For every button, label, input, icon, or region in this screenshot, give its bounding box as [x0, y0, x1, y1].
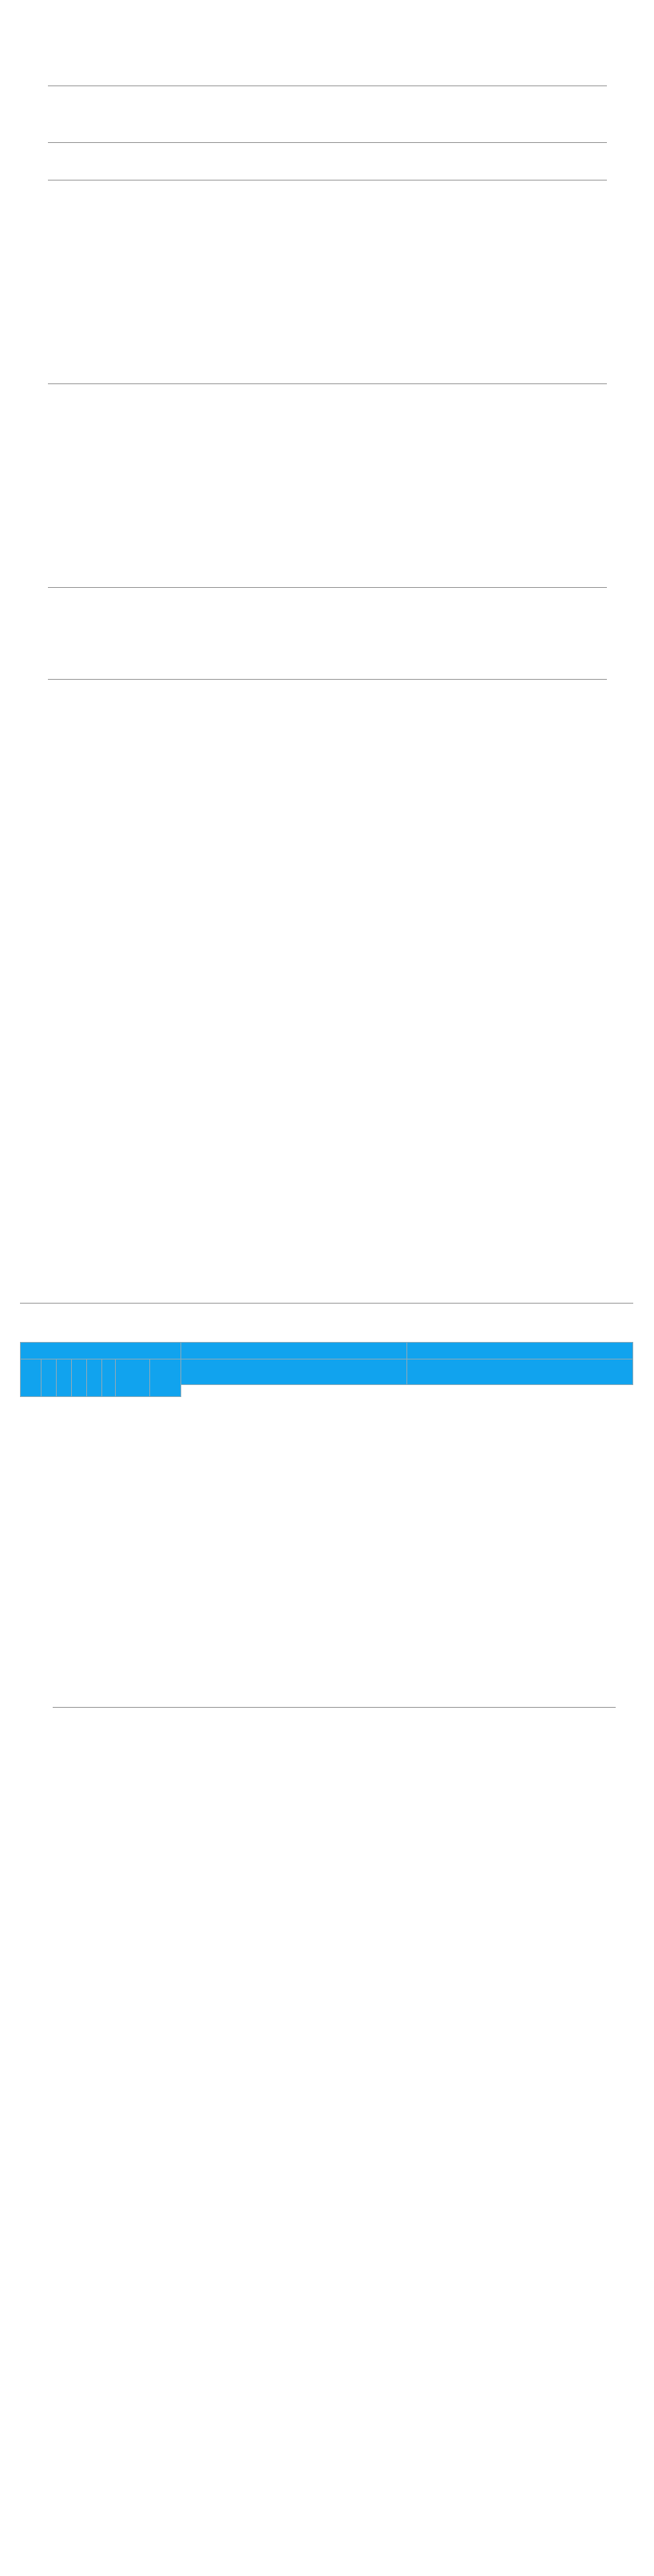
rules10-header [181, 1343, 407, 1359]
h-ji [102, 1359, 116, 1397]
skating-table [20, 1342, 633, 1397]
h-sum [116, 1359, 150, 1397]
rules11-header [407, 1343, 633, 1359]
h-place [150, 1359, 181, 1397]
h-pd [87, 1359, 102, 1397]
h-cpl [21, 1359, 42, 1397]
r11-sub [407, 1359, 633, 1385]
h-cc [42, 1359, 57, 1397]
h-ru [72, 1359, 87, 1397]
rules19-header [21, 1343, 181, 1359]
r10-sub [181, 1359, 407, 1385]
h-sa [57, 1359, 72, 1397]
